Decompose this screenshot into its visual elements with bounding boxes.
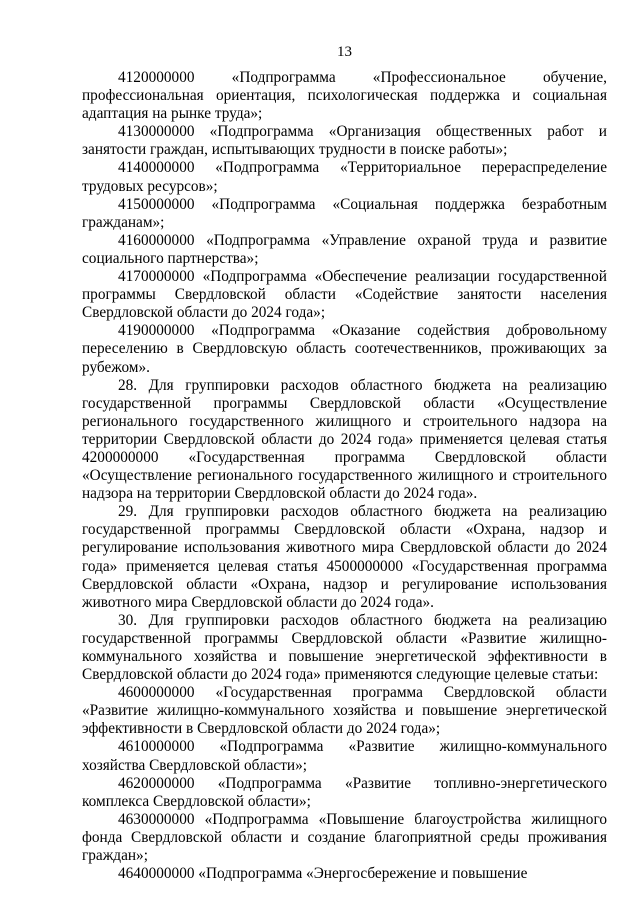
page-number: 13 (337, 44, 352, 60)
paragraph-4190000000: 4190000000 «Подпрограмма «Оказание содействия добровольному переселению в Свердловскую область соотечественников, проживающих за рубежом». (82, 322, 607, 376)
paragraph-4130000000: 4130000000 «Подпрограмма «Организация общественных работ и занятости граждан, испытывающих трудности в поиске работы»; (82, 123, 607, 159)
paragraph-4630000000: 4630000000 «Подпрограмма «Повышение благоустройства жилищного фонда Свердловской области и создание благоприятной среды проживания граждан»; (82, 810, 607, 865)
paragraph-4140000000: 4140000000 «Подпрограмма «Территориальное перераспределение трудовых ресурсов»; (82, 159, 607, 195)
paragraph-4150000000: 4150000000 «Подпрограмма «Социальная поддержка безработным гражданам»; (82, 195, 607, 231)
paragraph-4160000000: 4160000000 «Подпрограмма «Управление охраной труда и развитие социального партнерства»; (82, 231, 607, 267)
paragraph-4120000000: 4120000000 «Подпрограмма «Профессиональное обучение, профессиональная ориентация, психологическая поддержка и социальная адаптация на рынке труда»; (82, 69, 607, 123)
paragraph-4640000000: 4640000000 «Подпрограмма «Энергосбережение и повышение (118, 865, 528, 883)
clause-29: 29. Для группировки расходов областного бюджета на реализацию государственной программы Свердловской области «Охрана, надзор и регулирование использования животного мира Свердловской области до 2024 года» применяется целевая статья 4500000000 «Государственная программа Свердловской области «Охрана, надзор и регулирование использования животного мира Свердловской области до 2024 года». (82, 503, 607, 611)
paragraph-4600000000: 4600000000 «Государственная программа Свердловской области «Развитие жилищно-коммунального хозяйства и повышение энергетической эффективности в Свердловской области до 2024 года»; (82, 684, 607, 738)
paragraph-4610000000: 4610000000 «Подпрограмма «Развитие жилищно-коммунального хозяйства Свердловской области»; (82, 738, 607, 774)
paragraph-4620000000: 4620000000 «Подпрограмма «Развитие топливно-энергетического комплекса Свердловской области»; (82, 774, 607, 810)
clause-28: 28. Для группировки расходов областного бюджета на реализацию государственной программы Свердловской области «Осуществление регионального государственного жилищного и строительного надзора на территории Свердловской области до 2024 года» применяется целевая статья 4200000000 «Государственная программа Свердловской области «Осуществление регионального государственного жилищного и строительного надзора на территории Свердловской области до 2024 года». (82, 376, 607, 503)
clause-30: 30. Для группировки расходов областного бюджета на реализацию государственной программы Свердловской области «Развитие жилищно-коммунального хозяйства и повышение энергетической эффективности в Свердловской области до 2024 года» применяются следующие целевые статьи: (82, 611, 607, 684)
paragraph-4170000000: 4170000000 «Подпрограмма «Обеспечение реализации государственной программы Свердловской области «Содействие занятости населения Свердловской области до 2024 года»; (82, 268, 607, 322)
